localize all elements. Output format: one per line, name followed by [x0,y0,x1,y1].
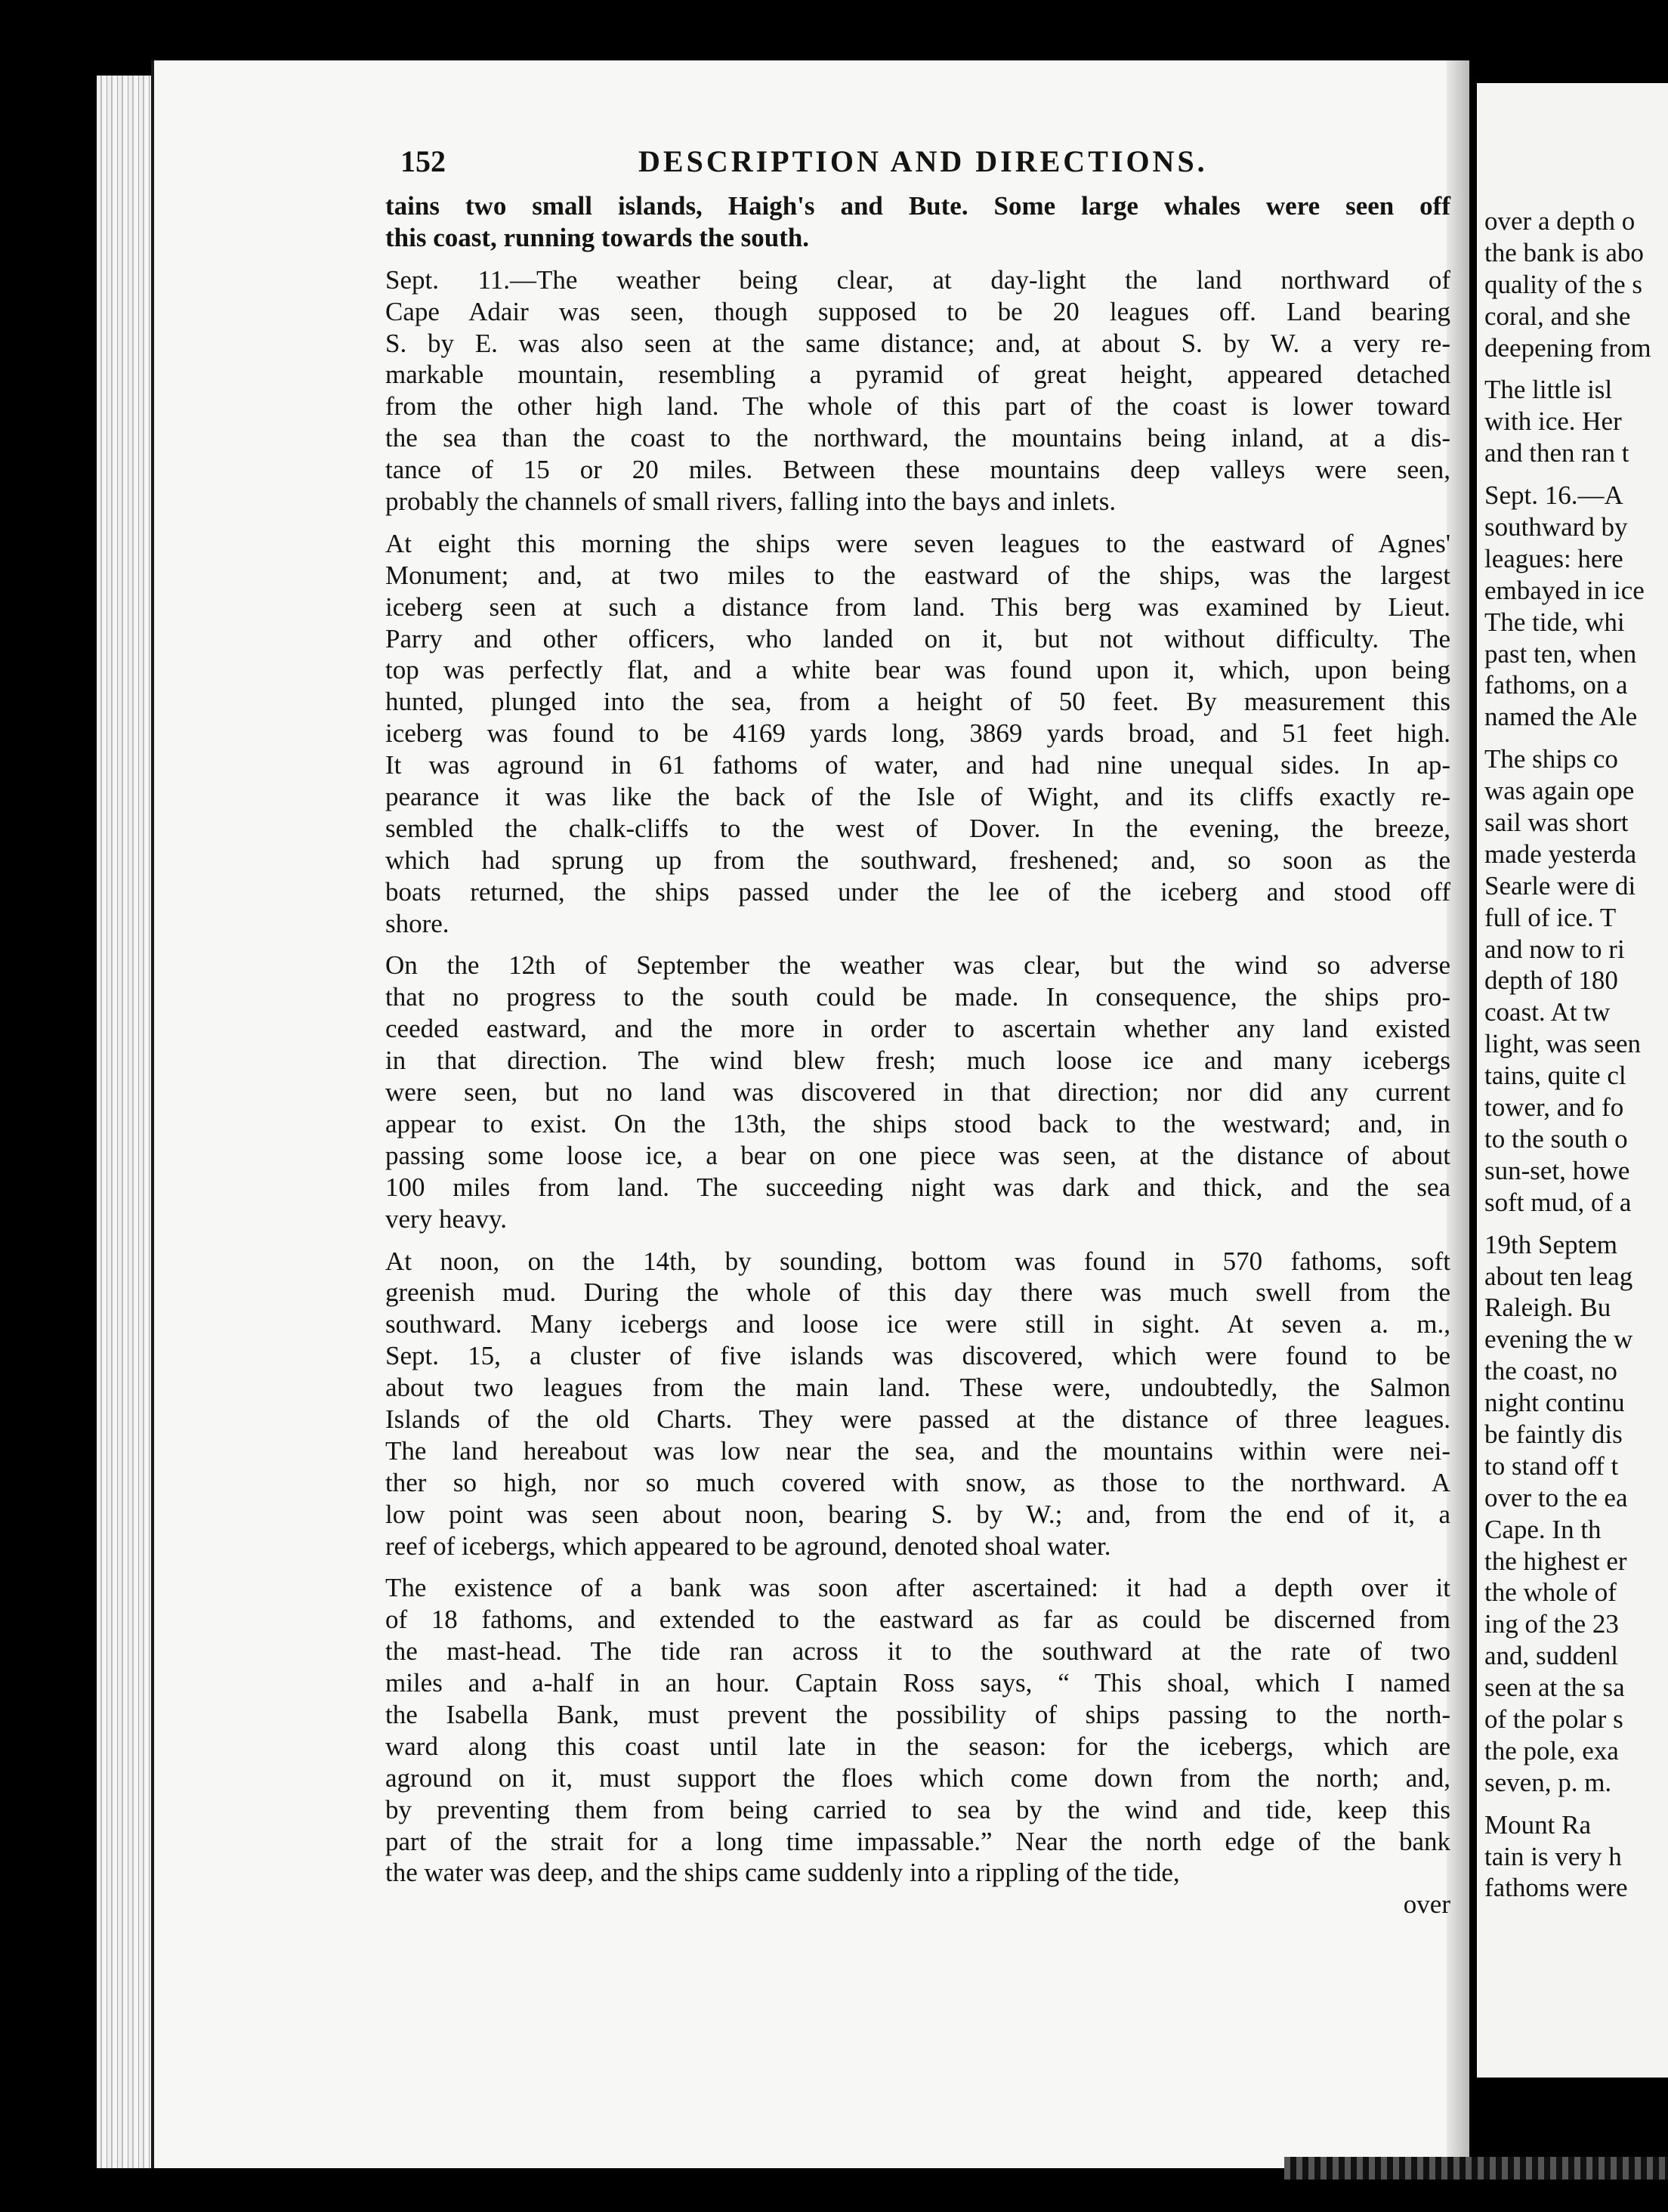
paragraph-gap [385,517,1450,528]
facing-text-line [1484,733,1668,743]
text-line: iceberg seen at such a distance from land. This berg was examined by Lieut. [385,592,1450,622]
text-line: in that direction. The wind blew fresh; much loose ice and many icebergs [385,1046,1450,1076]
facing-text-line: Mount Ra [1484,1809,1591,1840]
facing-page-text [1477,205,1668,1904]
facing-text-line: Searle were di [1484,870,1636,901]
text-line: Sept. 11.—The weather being clear, at day-light the land northward of [385,264,1450,295]
facing-page [1477,83,1668,2078]
facing-text-line: the coast, no [1484,1356,1617,1386]
text-line: hunted, plunged into the sea, from a height of 50 feet. By measurement this [385,687,1450,717]
facing-text-line: 19th Septem [1484,1229,1617,1259]
text-line: the mast-head. The tide ran across it to the southward at the rate of two [385,1636,1450,1667]
facing-text-line: evening the w [1484,1324,1633,1355]
catchword: over [1403,1889,1450,1920]
facing-text-line [1484,469,1668,480]
facing-text-line: made yesterda [1484,839,1637,869]
text-line: this coast, running towards the south. [385,222,810,252]
text-line: that no progress to the south could be made. In consequence, the ships pro- [385,982,1450,1012]
text-line: part of the strait for a long time impassable.” Near the north edge of the bank [385,1826,1450,1856]
text-line: It was aground in 61 fathoms of water, and had nine unequal sides. In ap- [385,750,1450,780]
facing-text-line: and, suddenl [1484,1641,1618,1671]
facing-text-line: and then ran t [1484,438,1629,468]
facing-text-line: sun-set, howe [1484,1155,1630,1185]
text-line: Sept. 15, a cluster of five islands was discovered, which were found to be [385,1341,1450,1371]
text-line: top was perfectly flat, and a white bear was found upon it, which, upon being [385,655,1450,685]
paragraph [385,1572,1450,1889]
facing-text-line [1484,1219,1668,1229]
facing-text-line [1484,1799,1668,1809]
text-line: low point was seen about noon, bearing S. by W.; and, from the end of it, a [385,1499,1450,1529]
text-line: S. by E. was also seen at the same distance; and, at about S. by W. a very re- [385,328,1450,358]
facing-text-line: night continu [1484,1388,1625,1418]
facing-text-line: and now to ri [1484,934,1625,964]
facing-text-line: Cape. In th [1484,1514,1602,1544]
facing-text-line: Sept. 16.—A [1484,480,1623,511]
text-line: sembled the chalk-cliffs to the west of Dover. In the evening, the breeze, [385,813,1450,843]
facing-text-line: coral, and she [1484,301,1631,331]
facing-text-line: over a depth o [1484,206,1636,236]
facing-text-line: quality of the s [1484,269,1642,299]
text-line: The land hereabout was low near the sea, and the mountains within were nei- [385,1435,1450,1466]
facing-text-line: deepening from [1484,332,1651,363]
text-line: pearance it was like the back of the Isle of Wight, and its cliffs exactly re- [385,782,1450,812]
facing-text-line: the bank is abo [1484,237,1644,267]
facing-text-line: sail was short [1484,808,1629,838]
text-line: 100 miles from land. The succeeding night was dark and thick, and the sea [385,1172,1450,1202]
text-line: ther so high, nor so much covered with snow, as those to the northward. A [385,1467,1450,1497]
paragraph [385,1246,1450,1562]
text-line: from the other high land. The whole of this part of the coast is lower toward [385,391,1450,422]
facing-text-line: tains, quite cl [1484,1061,1626,1091]
paragraph [385,264,1450,517]
running-head [400,144,1534,189]
facing-text-line: coast. At tw [1484,997,1611,1027]
text-line: by preventing them from being carried to sea by the wind and tide, keep this [385,1794,1450,1824]
text-line: Islands of the old Charts. They were passed at the distance of three leagues. [385,1404,1450,1434]
body-text [385,190,1450,1920]
facing-text-line: full of ice. T [1484,902,1617,932]
text-line: iceberg was found to be 4169 yards long, 3869 yards broad, and 51 feet high. [385,718,1450,749]
facing-text-line: about ten leag [1484,1261,1633,1291]
text-line: southward. Many icebergs and loose ice were still in sight. At seven a. m., [385,1309,1450,1339]
facing-text-line: be faintly dis [1484,1419,1623,1449]
text-line: tains two small islands, Haigh's and Bute. Some large whales were seen off [385,191,1450,221]
text-line: reef of icebergs, which appeared to be aground, denoted shoal water. [385,1531,1111,1561]
text-line: boats returned, the ships passed under the lee of the iceberg and stood off [385,876,1450,907]
facing-text-line [1484,363,1668,374]
facing-text-line: light, was seen [1484,1029,1642,1059]
facing-text-line: the highest er [1484,1546,1627,1576]
text-line: greenish mud. During the whole of this day there was much swell from the [385,1277,1450,1308]
text-line: appear to exist. On the 13th, the ships stood back to the westward; and, in [385,1108,1450,1138]
page-number: 152 [400,144,446,178]
text-line: Cape Adair was seen, though supposed to be 20 leagues off. Land bearing [385,296,1450,326]
text-line: tance of 15 or 20 miles. Between these mountains deep valleys were seen, [385,455,1450,485]
facing-text-line: seven, p. m. [1484,1767,1612,1797]
text-line: At eight this morning the ships were seven leagues to the eastward of Agnes' [385,528,1450,558]
text-line: On the 12th of September the weather was clear, but the wind so adverse [385,950,1450,981]
facing-text-line: Raleigh. Bu [1484,1293,1611,1323]
facing-text-line: ing of the 23 [1484,1609,1619,1639]
text-line: of 18 fathoms, and extended to the eastward as far as could be discerned from [385,1605,1450,1635]
text-line: aground on it, must support the floes which come down from the north; and, [385,1762,1450,1793]
facing-text-line: leagues: here [1484,543,1623,573]
facing-text-line: The ships co [1484,744,1618,774]
facing-text-line: fathoms, on a [1484,670,1628,700]
facing-text-line: fathoms were [1484,1873,1628,1903]
paragraph [385,950,1450,1234]
text-line: were seen, but no land was discovered in that direction; nor did any current [385,1077,1450,1108]
text-line: miles and a-half in an hour. Captain Ross says, “ This shoal, which I named [385,1668,1450,1698]
text-line: the sea than the coast to the northward, the mountains being inland, at a dis- [385,423,1450,453]
facing-text-line: soft mud, of a [1484,1187,1632,1217]
text-line: shore. [385,908,449,938]
facing-text-line: seen at the sa [1484,1673,1625,1703]
facing-text-line: of the polar s [1484,1704,1623,1734]
text-line: the Isabella Bank, must prevent the possibility of ships passing to the north- [385,1699,1450,1729]
facing-text-line: over to the ea [1484,1482,1628,1512]
text-line: The existence of a bank was soon after ascertained: it had a depth over it [385,1573,1450,1603]
facing-text-line: named the Ale [1484,702,1638,732]
facing-text-line: to the south o [1484,1123,1628,1154]
paragraph [385,528,1450,940]
facing-text-line: past ten, when [1484,638,1637,669]
facing-text-line: embayed in ice [1484,575,1645,605]
text-line: ceeded eastward, and the more in order to ascertain whether any land existed [385,1014,1450,1044]
facing-text-line: The little isl [1484,375,1613,405]
facing-text-line: southward by [1484,512,1628,542]
text-line: Monument; and, at two miles to the eastward of the ships, was the largest [385,560,1450,590]
text-line: probably the channels of small rivers, falling into the bays and inlets. [385,487,1117,517]
text-line: ward along this coast until late in the season: for the icebergs, which are [385,1731,1450,1761]
text-line: which had sprung up from the southward, freshened; and, so soon as the [385,845,1450,875]
text-line: passing some loose ice, a bear on one piece was seen, at the distance of about [385,1140,1450,1170]
paragraph [385,190,1450,254]
paragraph-gap [385,1235,1450,1246]
facing-text-line: tower, and fo [1484,1092,1624,1123]
paragraph-gap [385,254,1450,264]
facing-text-line: tain is very h [1484,1841,1622,1871]
text-line: very heavy. [385,1203,507,1234]
facing-text-line: The tide, whi [1484,607,1625,637]
facing-text-line: depth of 180 [1484,965,1618,996]
facing-text-line: with ice. Her [1484,406,1622,437]
facing-text-line: the pole, exa [1484,1735,1619,1766]
text-line: At noon, on the 14th, by sounding, bottom was found in 570 fathoms, soft [385,1246,1450,1276]
text-line: the water was deep, and the ships came suddenly into a rippling of the tide, [385,1858,1180,1888]
paragraph-gap [385,1562,1450,1572]
page-edge-strip [1284,2157,1668,2180]
text-line: markable mountain, resembling a pyramid of great height, appeared detached [385,360,1450,390]
text-line: Parry and other officers, who landed on it, but not without difficulty. The [385,623,1450,653]
facing-text-line: the whole of [1484,1577,1617,1608]
facing-text-line: was again ope [1484,776,1635,806]
running-title: DESCRIPTION AND DIRECTIONS. [638,144,1208,178]
text-line: about two leagues from the main land. These were, undoubtedly, the Salmon [385,1373,1450,1403]
facing-text-line: to stand off t [1484,1450,1619,1481]
paragraph-gap [385,939,1450,950]
